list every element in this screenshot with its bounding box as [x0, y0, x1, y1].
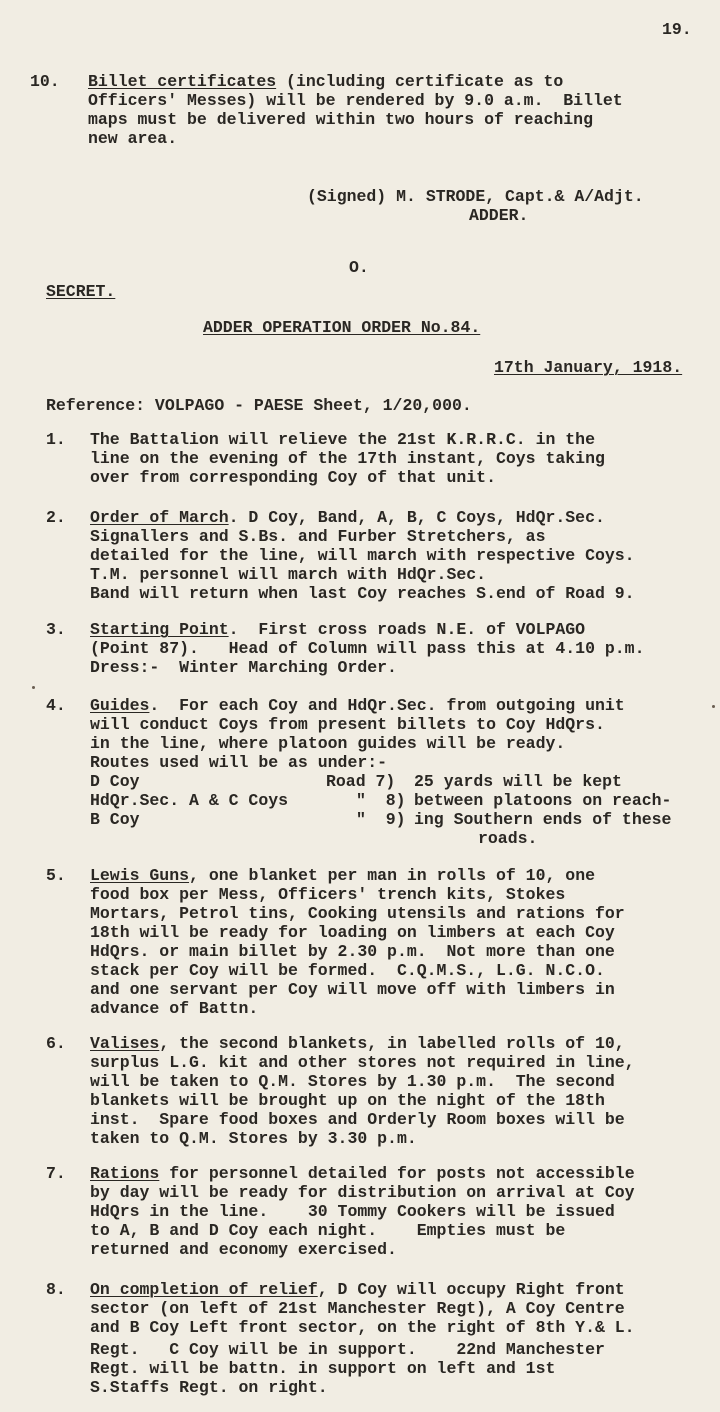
route-road: Road 7) [326, 772, 396, 791]
paragraph-heading: Billet certificates [88, 72, 277, 91]
route-unit: HdQr.Sec. A & C Coys [90, 791, 289, 810]
paragraph-line: (Point 87). Head of Column will pass this at 4.10 p.m. [90, 639, 645, 658]
paragraph-line: detailed for the line, will march with respective Coys. [90, 546, 635, 565]
paragraph-line: Regt. C Coy will be in support. 22nd Manchester [90, 1340, 605, 1359]
paragraph-heading: Rations [90, 1164, 160, 1183]
paragraph-line: T.M. personnel will march with HdQr.Sec. [90, 565, 487, 584]
paragraph-line: and B Coy Left front sector, on the right of 8th Y.& L. [90, 1318, 635, 1337]
paragraph-line: Signallers and S.Bs. and Furber Stretchers, as [90, 527, 546, 546]
paragraph-line: returned and economy exercised. [90, 1240, 397, 1259]
map-reference: Reference: VOLPAGO - PAESE Sheet, 1/20,000. [46, 396, 472, 415]
paragraph-line: . First cross roads N.E. of VOLPAGO [228, 620, 586, 639]
paragraph-line: , one blanket per man in rolls of 10, one [189, 866, 595, 885]
classification-label: SECRET. [46, 282, 116, 301]
paragraph-heading: Valises [90, 1034, 160, 1053]
paragraph-heading: Lewis Guns [90, 866, 190, 885]
route-road: " 9) [356, 810, 406, 829]
routes-table [90, 772, 720, 829]
route-note: 25 yards will be kept [414, 772, 622, 791]
paragraph-number: 5. [46, 866, 66, 885]
paragraph-line: food box per Mess, Officers' trench kits, Stokes [90, 885, 566, 904]
paragraph-line: over from corresponding Coy of that unit. [90, 468, 496, 487]
paragraph-line: Officers' Messes) will be rendered by 9.0 a.m. Billet [88, 91, 623, 110]
separator-mark: O. [349, 258, 369, 277]
signature-line: (Signed) M. STRODE, Capt.& A/Adjt. [307, 187, 644, 206]
paragraph-line: advance of Battn. [90, 999, 259, 1018]
paragraph-line: inst. Spare food boxes and Orderly Room boxes will be [90, 1110, 625, 1129]
paragraph-heading: Order of March [90, 508, 229, 527]
paragraph-line: Mortars, Petrol tins, Cooking utensils and rations for [90, 904, 625, 923]
paragraph-number: 7. [46, 1164, 66, 1183]
order-date: 17th January, 1918. [494, 358, 683, 377]
paragraph-line: in the line, where platoon guides will be ready. [90, 734, 566, 753]
order-title: ADDER OPERATION ORDER No.84. [203, 318, 481, 337]
paragraph-number: 4. [46, 696, 66, 715]
paragraph-line: will conduct Coys from present billets to Coy HdQrs. [90, 715, 605, 734]
paragraph-line: will be taken to Q.M. Stores by 1.30 p.m. The second [90, 1072, 615, 1091]
ink-speck [712, 705, 715, 708]
paragraph-number: 2. [46, 508, 66, 527]
paragraph-line: for personnel detailed for posts not accessible [159, 1164, 635, 1183]
paragraph-line: Dress:- Winter Marching Order. [90, 658, 397, 677]
paragraph-line: S.Staffs Regt. on right. [90, 1378, 328, 1397]
paragraph-line: blankets will be brought up on the night of the 18th [90, 1091, 605, 1110]
paragraph-line: (including certificate as to [276, 72, 564, 91]
paragraph-line: new area. [88, 129, 178, 148]
paragraph-line: surplus L.G. kit and other stores not required in line, [90, 1053, 635, 1072]
route-row [90, 810, 720, 829]
paragraph-heading: Starting Point [90, 620, 229, 639]
paragraph-number: 6. [46, 1034, 66, 1053]
paragraph-line: by day will be ready for distribution on arrival at Coy [90, 1183, 635, 1202]
route-row [90, 791, 720, 810]
paragraph-line: HdQrs. or main billet by 2.30 p.m. Not more than one [90, 942, 615, 961]
paragraph-line: Band will return when last Coy reaches S.end of Road 9. [90, 584, 635, 603]
paragraph-heading: Guides [90, 696, 150, 715]
paragraph-line: . For each Coy and HdQr.Sec. from outgoing unit [149, 696, 625, 715]
ink-speck [32, 686, 35, 689]
paragraph-line: , the second blankets, in labelled rolls of 10, [159, 1034, 625, 1053]
paragraph-line: The Battalion will relieve the 21st K.R.R.C. in the [90, 430, 595, 449]
paragraph-heading: On completion of relief [90, 1280, 318, 1299]
paragraph-line: Regt. will be battn. in support on left and 1st [90, 1359, 556, 1378]
paragraph-line: sector (on left of 21st Manchester Regt), A Coy Centre [90, 1299, 625, 1318]
paragraph-line: and one servant per Coy will move off with limbers in [90, 980, 615, 999]
paragraph-number: 3. [46, 620, 66, 639]
route-unit: B Coy [90, 810, 140, 829]
paragraph-line: taken to Q.M. Stores by 3.30 p.m. [90, 1129, 417, 1148]
routes-tail: roads. [478, 829, 538, 848]
paragraph-line: Routes used will be as under:- [90, 753, 388, 772]
paragraph-line: , D Coy will occupy Right front [317, 1280, 625, 1299]
route-note: ing Southern ends of these [414, 810, 672, 829]
paragraph-number: 10. [30, 72, 60, 91]
paragraph-number: 1. [46, 430, 66, 449]
paragraph-line: stack per Coy will be formed. C.Q.M.S., L.G. N.C.O. [90, 961, 605, 980]
paragraph-line: HdQrs in the line. 30 Tommy Cookers will be issued [90, 1202, 615, 1221]
route-note: between platoons on reach- [414, 791, 672, 810]
paragraph-line: . D Coy, Band, A, B, C Coys, HdQr.Sec. [228, 508, 605, 527]
paragraph-line: maps must be delivered within two hours of reaching [88, 110, 593, 129]
paragraph-line: 18th will be ready for loading on limbers at each Coy [90, 923, 615, 942]
paragraph-line: line on the evening of the 17th instant, Coys taking [90, 449, 605, 468]
paragraph-line: to A, B and D Coy each night. Empties must be [90, 1221, 566, 1240]
signature-unit: ADDER. [469, 206, 529, 225]
route-unit: D Coy [90, 772, 140, 791]
route-row [90, 772, 720, 791]
page-number: 19. [662, 20, 692, 39]
paragraph-number: 8. [46, 1280, 66, 1299]
route-road: " 8) [356, 791, 406, 810]
